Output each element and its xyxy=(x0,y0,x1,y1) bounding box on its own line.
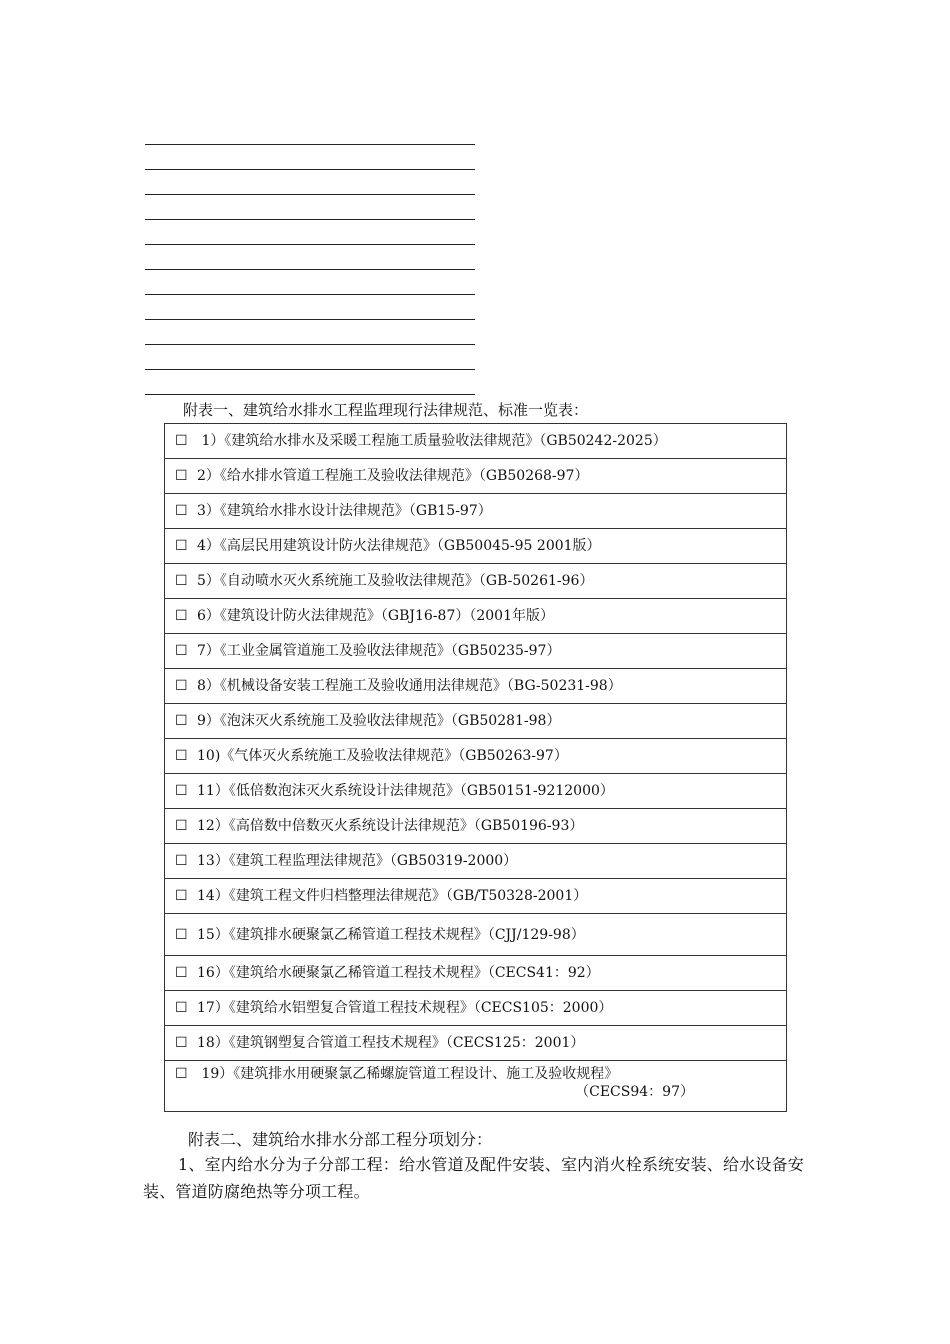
table-cell xyxy=(165,1026,787,1061)
blank-line xyxy=(145,294,475,319)
table-cell xyxy=(165,914,787,956)
table1-caption: 附表一、建筑给水排水工程监理现行法律规范、标准一览表： xyxy=(183,401,589,419)
standard-text: 10)《气体灭火系统施工及验收法律规范》（GB50263-97） xyxy=(197,748,568,764)
checkbox-icon[interactable]: ☐ xyxy=(175,748,188,764)
table-cell xyxy=(165,956,787,991)
table-cell xyxy=(165,1061,787,1112)
table-cell xyxy=(165,564,787,599)
standard-text: 7）《工业金属管道施工及验收法律规范》（GB50235-97） xyxy=(197,643,561,659)
checkbox-icon[interactable]: ☐ xyxy=(175,538,188,554)
table-row xyxy=(165,494,787,529)
table-row xyxy=(165,564,787,599)
checkbox-icon[interactable]: ☐ xyxy=(175,888,188,904)
checkbox-icon[interactable]: ☐ xyxy=(175,1035,188,1051)
table-cell xyxy=(165,634,787,669)
body-paragraph: 1、室内给水分为子分部工程：给水管道及配件安装、室内消火栓系统安装、给水设备安装、管道防腐绝热等分项工程。 xyxy=(143,1155,804,1201)
standard-text: 5）《自动喷水灭火系统施工及验收法律规范》（GB-50261-96） xyxy=(197,573,594,589)
table-cell xyxy=(165,424,787,459)
blank-line xyxy=(145,269,475,294)
table-cell xyxy=(165,494,787,529)
standard-text: 15）《建筑排水硬聚氯乙稀管道工程技术规程》（CJJ/129-98） xyxy=(197,926,585,943)
standard-text: 13）《建筑工程监理法律规范》（GB50319-2000） xyxy=(197,853,518,869)
blank-line xyxy=(145,369,475,394)
table-row xyxy=(165,459,787,494)
blank-line xyxy=(145,244,475,269)
checkbox-icon[interactable]: ☐ xyxy=(175,713,188,729)
blank-fill-lines xyxy=(145,144,475,419)
checkbox-icon[interactable]: ☐ xyxy=(175,1000,188,1016)
table-cell xyxy=(165,704,787,739)
table-row xyxy=(165,774,787,809)
checkbox-icon[interactable]: ☐ xyxy=(175,503,188,519)
blank-line xyxy=(145,219,475,244)
checkbox-icon[interactable]: ☐ xyxy=(175,926,188,943)
blank-line xyxy=(145,169,475,194)
table-row xyxy=(165,704,787,739)
blank-line xyxy=(145,344,475,369)
table-cell xyxy=(165,739,787,774)
table-cell xyxy=(165,809,787,844)
table-cell xyxy=(165,529,787,564)
blank-line xyxy=(145,144,475,169)
checkbox-icon[interactable]: ☐ xyxy=(175,573,188,589)
standard-text: 16）《建筑给水硬聚氯乙稀管道工程技术规程》（CECS41：92） xyxy=(197,965,600,981)
standards-table xyxy=(164,423,787,1112)
table-row xyxy=(165,991,787,1026)
checkbox-icon[interactable]: ☐ xyxy=(175,643,188,659)
table-row xyxy=(165,879,787,914)
checkbox-icon[interactable]: ☐ xyxy=(175,818,188,834)
standard-text: 1）《建筑给水排水及采暖工程施工质量验收法律规范》（GB50242-2025） xyxy=(197,433,667,449)
standard-text: 3）《建筑给水排水设计法律规范》（GB15-97） xyxy=(197,503,492,519)
table-row xyxy=(165,739,787,774)
standard-code: （CECS94：97） xyxy=(575,1084,694,1100)
table-row xyxy=(165,599,787,634)
checkbox-icon[interactable]: ☐ xyxy=(175,608,188,624)
table-cell xyxy=(165,459,787,494)
checkbox-icon[interactable]: ☐ xyxy=(175,1066,188,1082)
checkbox-icon[interactable]: ☐ xyxy=(175,783,188,799)
checkbox-icon[interactable]: ☐ xyxy=(175,433,188,449)
table-cell xyxy=(165,774,787,809)
checkbox-icon[interactable]: ☐ xyxy=(175,678,188,694)
checkbox-icon[interactable]: ☐ xyxy=(175,853,188,869)
table-row xyxy=(165,956,787,991)
table-row xyxy=(165,1026,787,1061)
standard-text: 18）《建筑钢塑复合管道工程技术规程》（CECS125：2001） xyxy=(197,1035,585,1051)
standard-text: 17）《建筑给水铝塑复合管道工程技术规程》（CECS105：2000） xyxy=(197,1000,613,1016)
table-cell xyxy=(165,879,787,914)
table-row xyxy=(165,669,787,704)
standard-text: 4）《高层民用建筑设计防火法律规范》（GB50045-95 2001版） xyxy=(197,538,601,554)
standard-text: 19）《建筑排水用硬聚氯乙稀螺旋管道工程设计、施工及验收规程》 xyxy=(197,1066,619,1082)
table-row xyxy=(165,914,787,956)
table-cell xyxy=(165,844,787,879)
checkbox-icon[interactable]: ☐ xyxy=(175,468,188,484)
standard-text: 11）《低倍数泡沫灭火系统设计法律规范》（GB50151-9212000） xyxy=(197,783,614,799)
table-row xyxy=(165,634,787,669)
table-row xyxy=(165,424,787,459)
table-row xyxy=(165,1061,787,1112)
table-cell xyxy=(165,669,787,704)
standard-text: 8）《机械设备安装工程施工及验收通用法律规范》（BG-50231-98） xyxy=(197,678,622,694)
standard-text: 6）《建筑设计防火法律规范》（GBJ16-87）（2001年版） xyxy=(197,608,554,624)
blank-line xyxy=(145,319,475,344)
standard-text: 14）《建筑工程文件归档整理法律规范》（GB/T50328-2001） xyxy=(197,888,588,904)
table2-caption: 附表二、建筑给水排水分部工程分项划分： xyxy=(188,1130,493,1149)
blank-line xyxy=(145,194,475,219)
standard-text: 9）《泡沫灭火系统施工及验收法律规范》（GB50281-98） xyxy=(197,713,561,729)
table-row xyxy=(165,809,787,844)
table-row xyxy=(165,844,787,879)
standard-text: 12）《高倍数中倍数灭火系统设计法律规范》（GB50196-93） xyxy=(197,818,584,834)
checkbox-icon[interactable]: ☐ xyxy=(175,965,188,981)
standard-text: 2）《给水排水管道工程施工及验收法律规范》（GB50268-97） xyxy=(197,468,589,484)
table-cell xyxy=(165,991,787,1026)
table-cell xyxy=(165,599,787,634)
table-row xyxy=(165,529,787,564)
